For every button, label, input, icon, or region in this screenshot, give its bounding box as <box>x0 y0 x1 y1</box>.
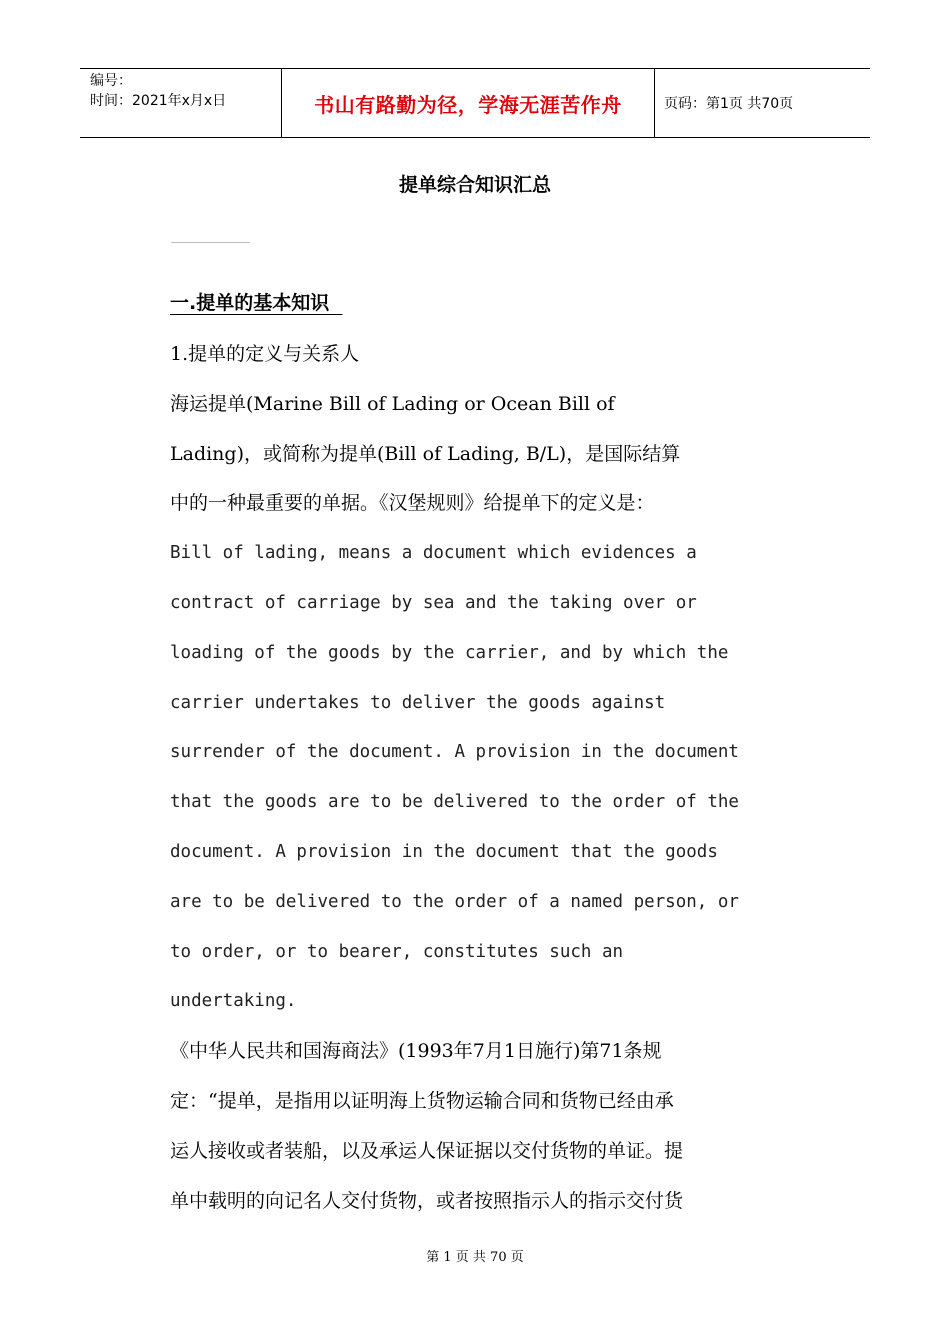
paragraph-line: 单中载明的向记名人交付货物，或者按照指示人的指示交付货 <box>170 1189 684 1212</box>
paragraph-line: are to be delivered to the order of a named person, or <box>170 891 739 912</box>
paragraph-line: to order, or to bearer, constitutes such an <box>170 941 624 962</box>
paragraph-line: that the goods are to be delivered to the order of the <box>170 792 739 813</box>
title-divider <box>171 242 250 243</box>
page-footer: 第 1 页 共 70 页 <box>426 1250 524 1265</box>
header-page-number: 页码：第1页 共70页 <box>664 96 794 112</box>
document-body <box>170 330 790 1226</box>
header-motto: 书山有路勤为径，学海无涯苦作舟 <box>314 92 622 117</box>
paragraph-line: 中的一种最重要的单据。《汉堡规则》给提单下的定义是： <box>170 492 655 515</box>
paragraph-line: loading of the goods by the carrier, and by which the <box>170 642 729 663</box>
paragraph-line: Bill of lading, means a document which evidences a <box>170 543 697 564</box>
date-label: 时间：2021年x月x日 <box>90 93 227 109</box>
header-divider <box>654 69 655 137</box>
paragraph-line: carrier undertakes to deliver the goods against <box>170 692 666 713</box>
paragraph-line: surrender of the document. A provision in the document <box>170 742 739 763</box>
paragraph-line: 海运提单(Marine Bill of Lading or Ocean Bill of <box>170 392 615 415</box>
document-title: 提单综合知识汇总 <box>398 174 551 196</box>
page-header <box>80 68 870 138</box>
paragraph-line: document. A provision in the document that the goods <box>170 841 718 862</box>
paragraph-line: 定：“提单，是指用以证明海上货物运输合同和货物已经由承 <box>170 1089 674 1112</box>
serial-label: 编号： <box>90 73 132 89</box>
paragraph-line: Lading)，或简称为提单(Bill of Lading, B/L)，是国际结算 <box>170 442 681 465</box>
paragraph-line: 1.提单的定义与关系人 <box>170 343 360 365</box>
paragraph-line: 运人接收或者装船，以及承运人保证据以交付货物的单证。提 <box>170 1139 684 1162</box>
header-meta <box>90 71 280 111</box>
section-heading: 一.提单的基本知识 <box>170 292 343 314</box>
paragraph-line: 《中华人民共和国海商法》(1993年7月1日施行)第71条规 <box>170 1040 662 1063</box>
paragraph-line: undertaking. <box>170 991 297 1012</box>
paragraph-line: contract of carriage by sea and the taking over or <box>170 592 697 613</box>
